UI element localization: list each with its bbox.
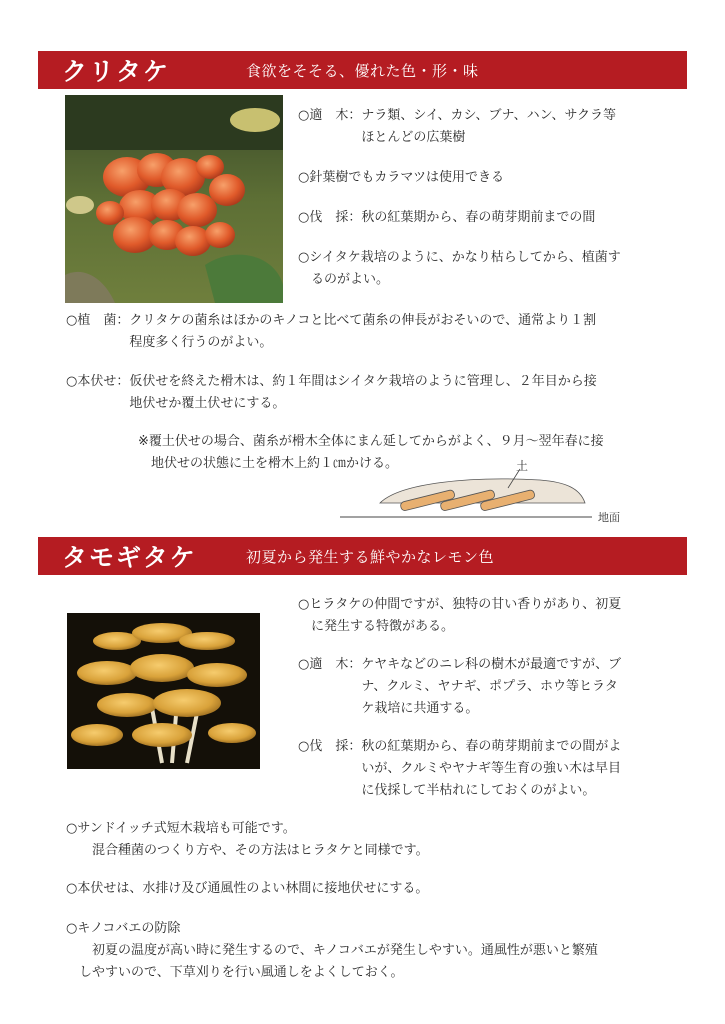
kuritake-item-bassai: [298, 207, 595, 229]
note-text: 初夏の温度が高い時に発生するので、キノコバエが発生しやすい。通風性が悪いと繁殖: [66, 943, 598, 958]
note-text: ○キノコバエの防除: [66, 921, 181, 936]
item-label: ○適 木：: [298, 657, 362, 672]
item-text: ケヤキなどのニレ科の樹木が最適ですが、ブ: [361, 657, 622, 672]
tamogitake-note-sandwich: [66, 818, 429, 862]
item-text: 程度多く行うのがよい。: [129, 335, 273, 350]
item-text: 秋の紅葉期から、春の萌芽期前までの間がよ: [361, 739, 622, 754]
kuritake-photo: [65, 95, 283, 303]
item-text: クリタケの菌糸はほかのキノコと比べて菌糸の伸長がおそいので、通常より１割: [129, 313, 597, 328]
note-text: 混合種菌のつくり方や、その方法はヒラタケと同様です。: [66, 843, 429, 858]
note-text: ○本伏せは、水排け及び通風性のよい林間に接地伏せにする。: [66, 881, 429, 896]
item-text: ナ、クルミ、ヤナギ、ポプラ、ホウ等ヒラタ: [361, 679, 618, 694]
note-text: ○サンドイッチ式短木栽培も可能です。: [66, 821, 296, 836]
soil-label: 土: [516, 459, 529, 473]
item-text: 仮伏せを終えた榾木は、約１年間はシイタケ栽培のように管理し、２年目から接: [129, 374, 597, 389]
item-label: ○伐 採：: [298, 739, 362, 754]
item-label: ○植 菌：: [66, 313, 130, 328]
item-text: ケ栽培に共通する。: [361, 701, 479, 716]
ground-label: 地面: [598, 511, 620, 524]
tamogitake-note-pest: [66, 918, 598, 984]
item-text: るのがよい。: [298, 272, 390, 287]
note-text: しやすいので、下草刈りを行い風通しをよくしておく。: [66, 965, 404, 980]
item-text: 地伏せか覆土伏せにする。: [129, 396, 286, 411]
item-text: ○針葉樹でもカラマツは使用できる: [298, 170, 504, 185]
section-title: タモギタケ: [62, 543, 197, 572]
kuritake-item-karasu: [298, 247, 621, 291]
note-text: 地伏せの状態に土を榾木上約１㎝かける。: [138, 456, 399, 471]
item-text: ○シイタケ栽培のように、かなり枯らしてから、植菌す: [298, 250, 621, 265]
item-label: ○本伏せ：: [66, 374, 130, 389]
note-text: ※覆土伏せの場合、菌糸が榾木全体にまん延してからがよく、９月～翌年春に接: [138, 434, 604, 449]
item-text: 秋の紅葉期から、春の萌芽期前までの間: [361, 210, 596, 225]
item-text: ナラ類、シイ、カシ、ブナ、ハン、サクラ等: [361, 108, 617, 123]
kuritake-fuse: [66, 371, 597, 415]
item-label: ○適 木：: [298, 108, 362, 123]
kuritake-item-shinyoju: [298, 167, 504, 189]
tamogitake-photo: [67, 613, 260, 769]
section-title: クリタケ: [62, 57, 171, 86]
item-label: ○伐 採：: [298, 210, 362, 225]
item-text: いが、クルミやヤナギ等生育の強い木は早目: [361, 761, 621, 776]
item-text: に発生する特徴がある。: [298, 619, 455, 634]
tamogitake-item-tekiboku: [298, 654, 621, 720]
item-text: ○ヒラタケの仲間ですが、独特の甘い香りがあり、初夏: [298, 597, 622, 612]
item-text: ほとんどの広葉樹: [361, 130, 466, 145]
section-subtitle: 初夏から発生する鮮やかなレモン色: [246, 547, 495, 566]
section-subtitle: 食欲をそそる、優れた色・形・味: [246, 61, 479, 80]
soil-cover-diagram: [340, 458, 640, 528]
item-text: に伐採して半枯れにしておくのがよい。: [361, 783, 596, 798]
kuritake-planting: [66, 310, 596, 354]
tamogitake-note-fuse: [66, 878, 428, 900]
section-header-tamogitake: [38, 537, 687, 575]
kuritake-item-tekiboku: [298, 105, 616, 149]
section-header-kuritake: [38, 51, 687, 89]
tamogitake-item-bassai: [298, 736, 621, 802]
tamogitake-item-intro: [298, 594, 621, 638]
